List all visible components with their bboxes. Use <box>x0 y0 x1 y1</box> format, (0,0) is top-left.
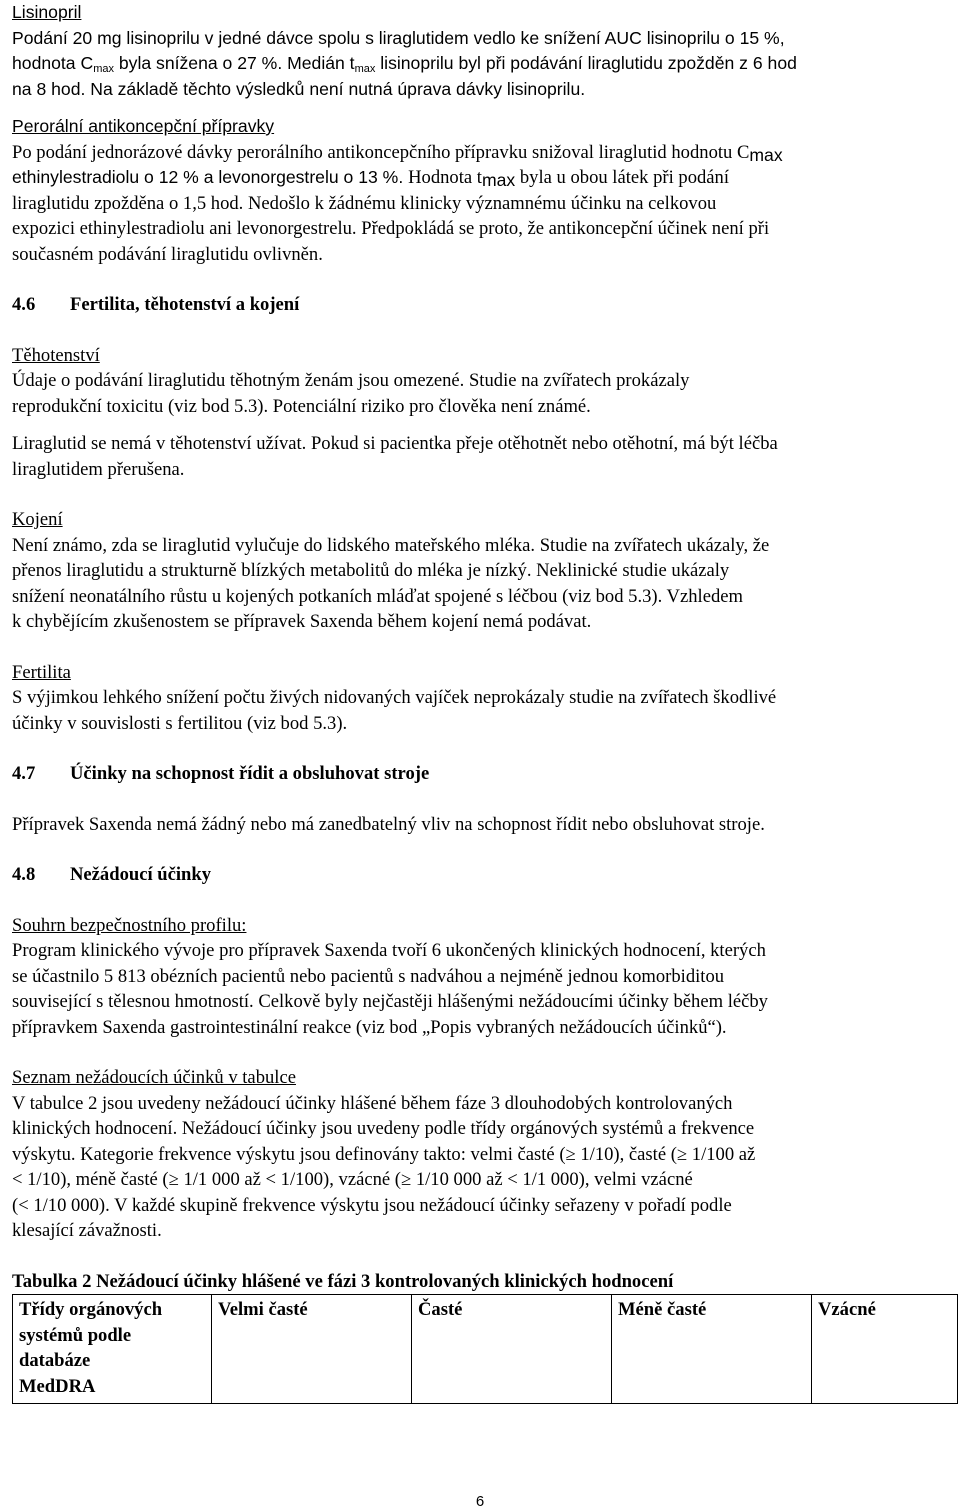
fertility-line-2: účinky v souvislosti s fertilitou (viz bod 5.3). <box>12 712 348 734</box>
adverse-list-line-2: klinických hodnocení. Nežádoucí účinky jsou uvedeny podle třídy orgánových systémů a frekvence <box>12 1118 755 1139</box>
section-number: 4.7 <box>12 763 36 784</box>
text-run: expozici ethinylestradiolu ani levonorgestrelu. <box>12 218 362 239</box>
breastfeeding-heading: Kojení <box>12 509 63 530</box>
safety-summary-heading: Souhrn bezpečnostního profilu: <box>12 914 247 936</box>
section-number: 4.6 <box>12 294 36 315</box>
section-title: Nežádoucí účinky <box>70 864 212 885</box>
text-run: Předpokládá se proto, že antikoncepční účinek není při <box>361 218 770 239</box>
subscript-max: max <box>93 63 114 75</box>
table-header-organ-class <box>13 1295 212 1404</box>
contraceptives-section <box>12 114 944 267</box>
text-run: hodnota C <box>12 53 94 73</box>
contraceptives-line-3 <box>12 191 944 217</box>
subscript-max: max <box>354 63 376 75</box>
pregnancy-line-3: Liraglutid se nemá v těhotenství užívat. Pokud si pacientka přeje otěhotnět nebo otěhotní, má být léčba <box>12 433 778 454</box>
header-text-line: MedDRA <box>19 1375 96 1397</box>
lisinopril-line-2 <box>12 51 944 77</box>
safety-summary-line-1: Program klinického vývoje pro přípravek Saxenda tvoří 6 ukončených klinických hodnocení, kterých <box>12 940 766 961</box>
contraceptives-line-2 <box>12 165 944 191</box>
lisinopril-section <box>12 0 944 102</box>
table-header-uncommon: Méně časté <box>612 1295 812 1404</box>
safety-summary-line-3: související s tělesnou hmotností. Celkově byly nejčastěji hlášenými nežádoucími účinky během léčby <box>12 991 768 1012</box>
section-title: Účinky na schopnost řídit a obsluhovat stroje <box>70 763 430 784</box>
safety-summary-line-2: se účastnilo 5 813 obézních pacientů nebo pacientů s nadváhou a nejméně jednou komorbiditou <box>12 965 725 987</box>
pregnancy-heading: Těhotenství <box>12 344 100 366</box>
header-text-line: systémů podle <box>19 1324 132 1346</box>
lisinopril-line-1: Podání 20 mg lisinoprilu v jedné dávce spolu s liraglutidem vedlo ke snížení AUC lisinoprilu o 15 %, <box>12 27 785 48</box>
text-run: Nedošlo k žádnému klinicky významnému účinku na celkovou <box>247 192 717 214</box>
header-text-line: Třídy orgánových <box>19 1299 163 1320</box>
fertility-heading: Fertilita <box>12 661 71 683</box>
fertility-line-1: S výjimkou lehkého snížení počtu živých nidovaných vajíček neprokázaly studie na zvířatech škodlivé <box>12 687 777 708</box>
subscript-max: max <box>749 144 783 165</box>
section-4-6-heading <box>12 292 944 318</box>
adverse-list-line-4: < 1/10), méně časté (≥ 1/1 000 až < 1/100), vzácné (≥ 1/10 000 až < 1/1 000), velmi vzácné <box>12 1169 693 1190</box>
lisinopril-line-3: na 8 hod. Na základě těchto výsledků není nutná úprava dávky lisinoprilu. <box>12 78 586 99</box>
safety-summary-line-4: přípravkem Saxenda gastrointestinální reakce (viz bod „Popis vybraných nežádoucích účinků“). <box>12 1016 727 1038</box>
contraceptives-line-1 <box>12 140 944 166</box>
subscript-max: max <box>481 170 516 190</box>
section-4-8-heading <box>12 862 944 888</box>
text-run: ethinylestradiolu o 12 % a levonorgestrelu o 13 %. <box>12 167 409 187</box>
text-run: byla snížena o 27 %. Medián t <box>113 53 355 73</box>
adverse-list-line-5: (< 1/10 000). V každé skupině frekvence výskytu jsou nežádoucí účinky seřazeny v pořadí podle <box>12 1194 732 1216</box>
adverse-effects-table <box>12 1294 958 1404</box>
contraceptives-line-4 <box>12 216 944 242</box>
table-header-common: Časté <box>412 1295 612 1404</box>
breastfeeding-line-4: k chybějícím zkušenostem se přípravek Saxenda během kojení nemá podávat. <box>12 611 592 632</box>
adverse-list-line-1: V tabulce 2 jsou uvedeny nežádoucí účinky hlášené během fáze 3 dlouhodobých kontrolovaných <box>12 1092 733 1114</box>
contraceptives-heading: Perorální antikoncepční přípravky <box>12 116 275 136</box>
section-number: 4.8 <box>12 864 36 885</box>
section-4-7-line-1: Přípravek Saxenda nemá žádný nebo má zanedbatelný vliv na schopnost řídit nebo obsluhovat stroje. <box>12 813 765 835</box>
lisinopril-heading: Lisinopril <box>12 2 82 22</box>
pregnancy-line-2: reprodukční toxicitu (viz bod 5.3). Potenciální riziko pro člověka není známé. <box>12 395 591 417</box>
table-header-row <box>13 1295 958 1404</box>
adverse-list-line-6: klesající závažnosti. <box>12 1220 162 1241</box>
breastfeeding-line-3: snížení neonatálního růstu u kojených potkaních mláďat spojené s léčbou (viz bod 5.3). Vzhledem <box>12 585 743 607</box>
text-run: Hodnota t <box>408 167 482 188</box>
table-2-caption: Tabulka 2 Nežádoucí účinky hlášené ve fázi 3 kontrolovaných klinických hodnocení <box>12 1270 674 1292</box>
breastfeeding-line-2: přenos liraglutidu a strukturně blízkých metabolitů do mléka je nízký. Neklinické studie ukázaly <box>12 560 730 581</box>
table-header-rare: Vzácné <box>812 1295 958 1404</box>
text-run: byla u obou látek při podání <box>515 167 730 188</box>
text-run: liraglutidu zpožděna o 1,5 hod. <box>12 192 248 214</box>
text-run: Po podání jednorázové dávky perorálního antikoncepčního přípravku snižoval liraglutid hodnotu C <box>12 141 750 163</box>
header-text-line: databáze <box>19 1350 91 1371</box>
table-header-very-common: Velmi časté <box>212 1295 412 1404</box>
pregnancy-line-1: Údaje o podávání liraglutidu těhotným ženám jsou omezené. Studie na zvířatech prokázaly <box>12 370 690 391</box>
page-number: 6 <box>475 1493 485 1510</box>
pregnancy-line-4: liraglutidem přerušena. <box>12 458 185 480</box>
document-page <box>12 0 944 1404</box>
adverse-list-line-3: výskytu. Kategorie frekvence výskytu jsou definovány takto: velmi časté (≥ 1/10), časté (≥ 1/100 až <box>12 1143 756 1165</box>
text-run: lisinoprilu byl při podávání liraglutidu zpožděn z 6 hod <box>375 53 797 73</box>
breastfeeding-line-1: Není známo, zda se liraglutid vylučuje do lidského mateřského mléka. Studie na zvířatech ukázaly, že <box>12 534 770 556</box>
section-4-7-heading <box>12 761 944 787</box>
adverse-list-heading: Seznam nežádoucích účinků v tabulce <box>12 1067 296 1088</box>
section-title: Fertilita, těhotenství a kojení <box>70 294 300 315</box>
contraceptives-line-5: současném podávání liraglutidu ovlivněn. <box>12 243 323 265</box>
